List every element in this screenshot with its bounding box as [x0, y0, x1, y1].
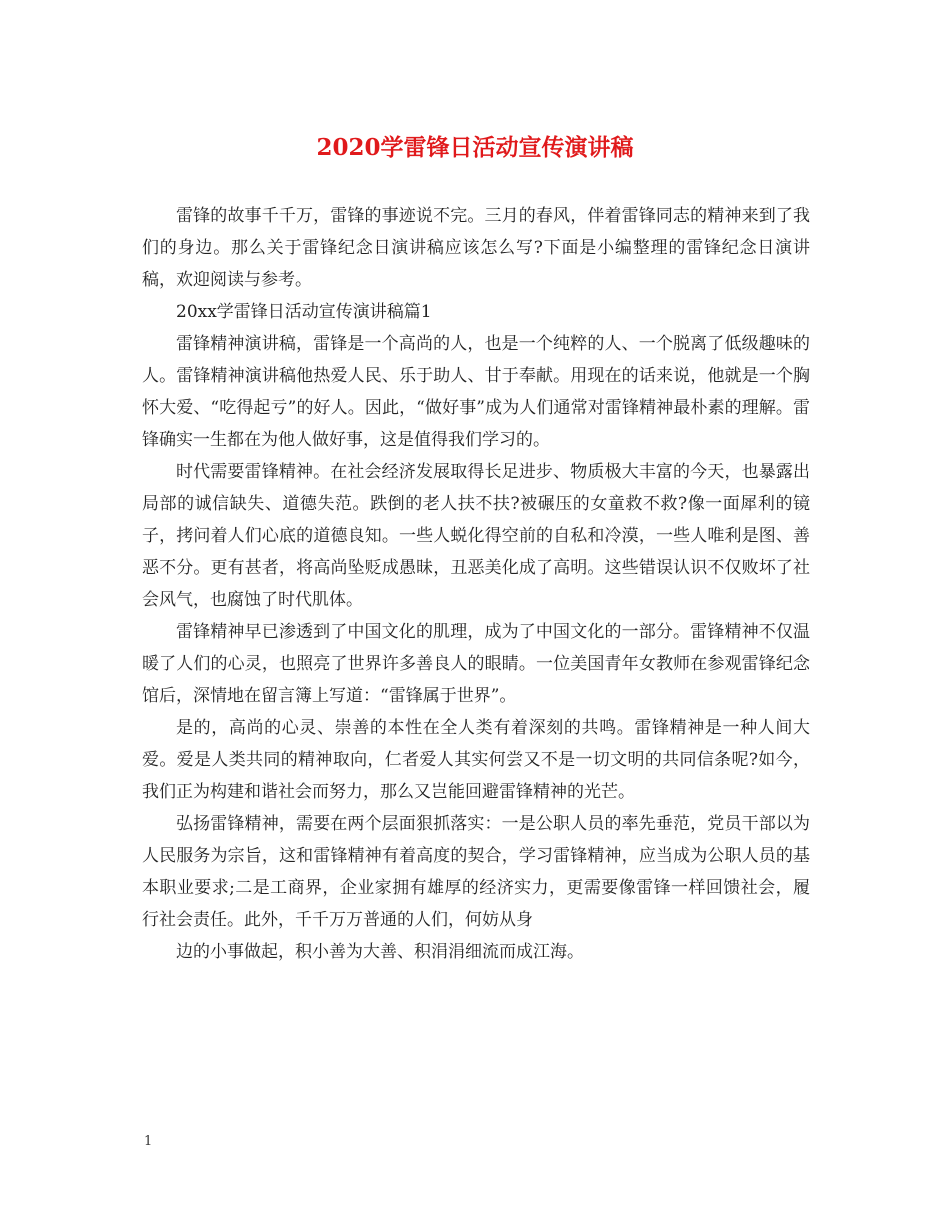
- paragraph: 雷锋精神演讲稿，雷锋是一个高尚的人，也是一个纯粹的人、一个脱离了低级趣味的人。雷锋精神演讲稿他热爱人民、乐于助人、甘于奉献。用现在的话来说，他就是一个胸怀大爱、“吃得起亏”的好人。因此，“做好事”成为人们通常对雷锋精神最朴素的理解。雷锋确实一生都在为他人做好事，这是值得我们学习的。: [142, 334, 810, 450]
- paragraph: 是的，高尚的心灵、崇善的本性在全人类有着深刻的共鸣。雷锋精神是一种人间大爱。爱是人类共同的精神取向，仁者爱人其实何尝又不是一切文明的共同信条呢?如今，我们正为构建和谐社会而努力，那么又岂能回避雷锋精神的光芒。: [142, 718, 810, 802]
- document-body: [142, 200, 810, 968]
- paragraph: 弘扬雷锋精神，需要在两个层面狠抓落实：一是公职人员的率先垂范，党员干部以为人民服务为宗旨，这和雷锋精神有着高度的契合，学习雷锋精神，应当成为公职人员的基本职业要求;二是工商界，企业家拥有雄厚的经济实力，更需要像雷锋一样回馈社会，履行社会责任。此外，千千万万普通的人们，何妨从身: [142, 814, 810, 930]
- document-title: 2020学雷锋日活动宣传演讲稿: [316, 134, 634, 161]
- paragraph-intro: 雷锋的故事千千万，雷锋的事迹说不完。三月的春风，伴着雷锋同志的精神来到了我们的身边。那么关于雷锋纪念日演讲稿应该怎么写?下面是小编整理的雷锋纪念日演讲稿，欢迎阅读与参考。: [142, 206, 810, 290]
- page-number: 1: [144, 1134, 153, 1149]
- paragraph: 雷锋精神早已渗透到了中国文化的肌理，成为了中国文化的一部分。雷锋精神不仅温暖了人们的心灵，也照亮了世界许多善良人的眼睛。一位美国青年女教师在参观雷锋纪念馆后，深情地在留言簿上写道：“雷锋属于世界”。: [142, 622, 810, 706]
- paragraph: 时代需要雷锋精神。在社会经济发展取得长足进步、物质极大丰富的今天，也暴露出局部的诚信缺失、道德失范。跌倒的老人扶不扶?被碾压的女童救不救?像一面犀利的镜子，拷问着人们心底的道德良知。一些人蜕化得空前的自私和冷漠，一些人唯利是图、善恶不分。更有甚者，将高尚坠贬成愚昧，丑恶美化成了高明。这些错误认识不仅败坏了社会风气，也腐蚀了时代肌体。: [142, 462, 810, 610]
- paragraph-continued: 边的小事做起，积小善为大善、积涓涓细流而成江海。: [176, 942, 584, 962]
- section-heading: 20xx学雷锋日活动宣传演讲稿篇1: [176, 302, 432, 322]
